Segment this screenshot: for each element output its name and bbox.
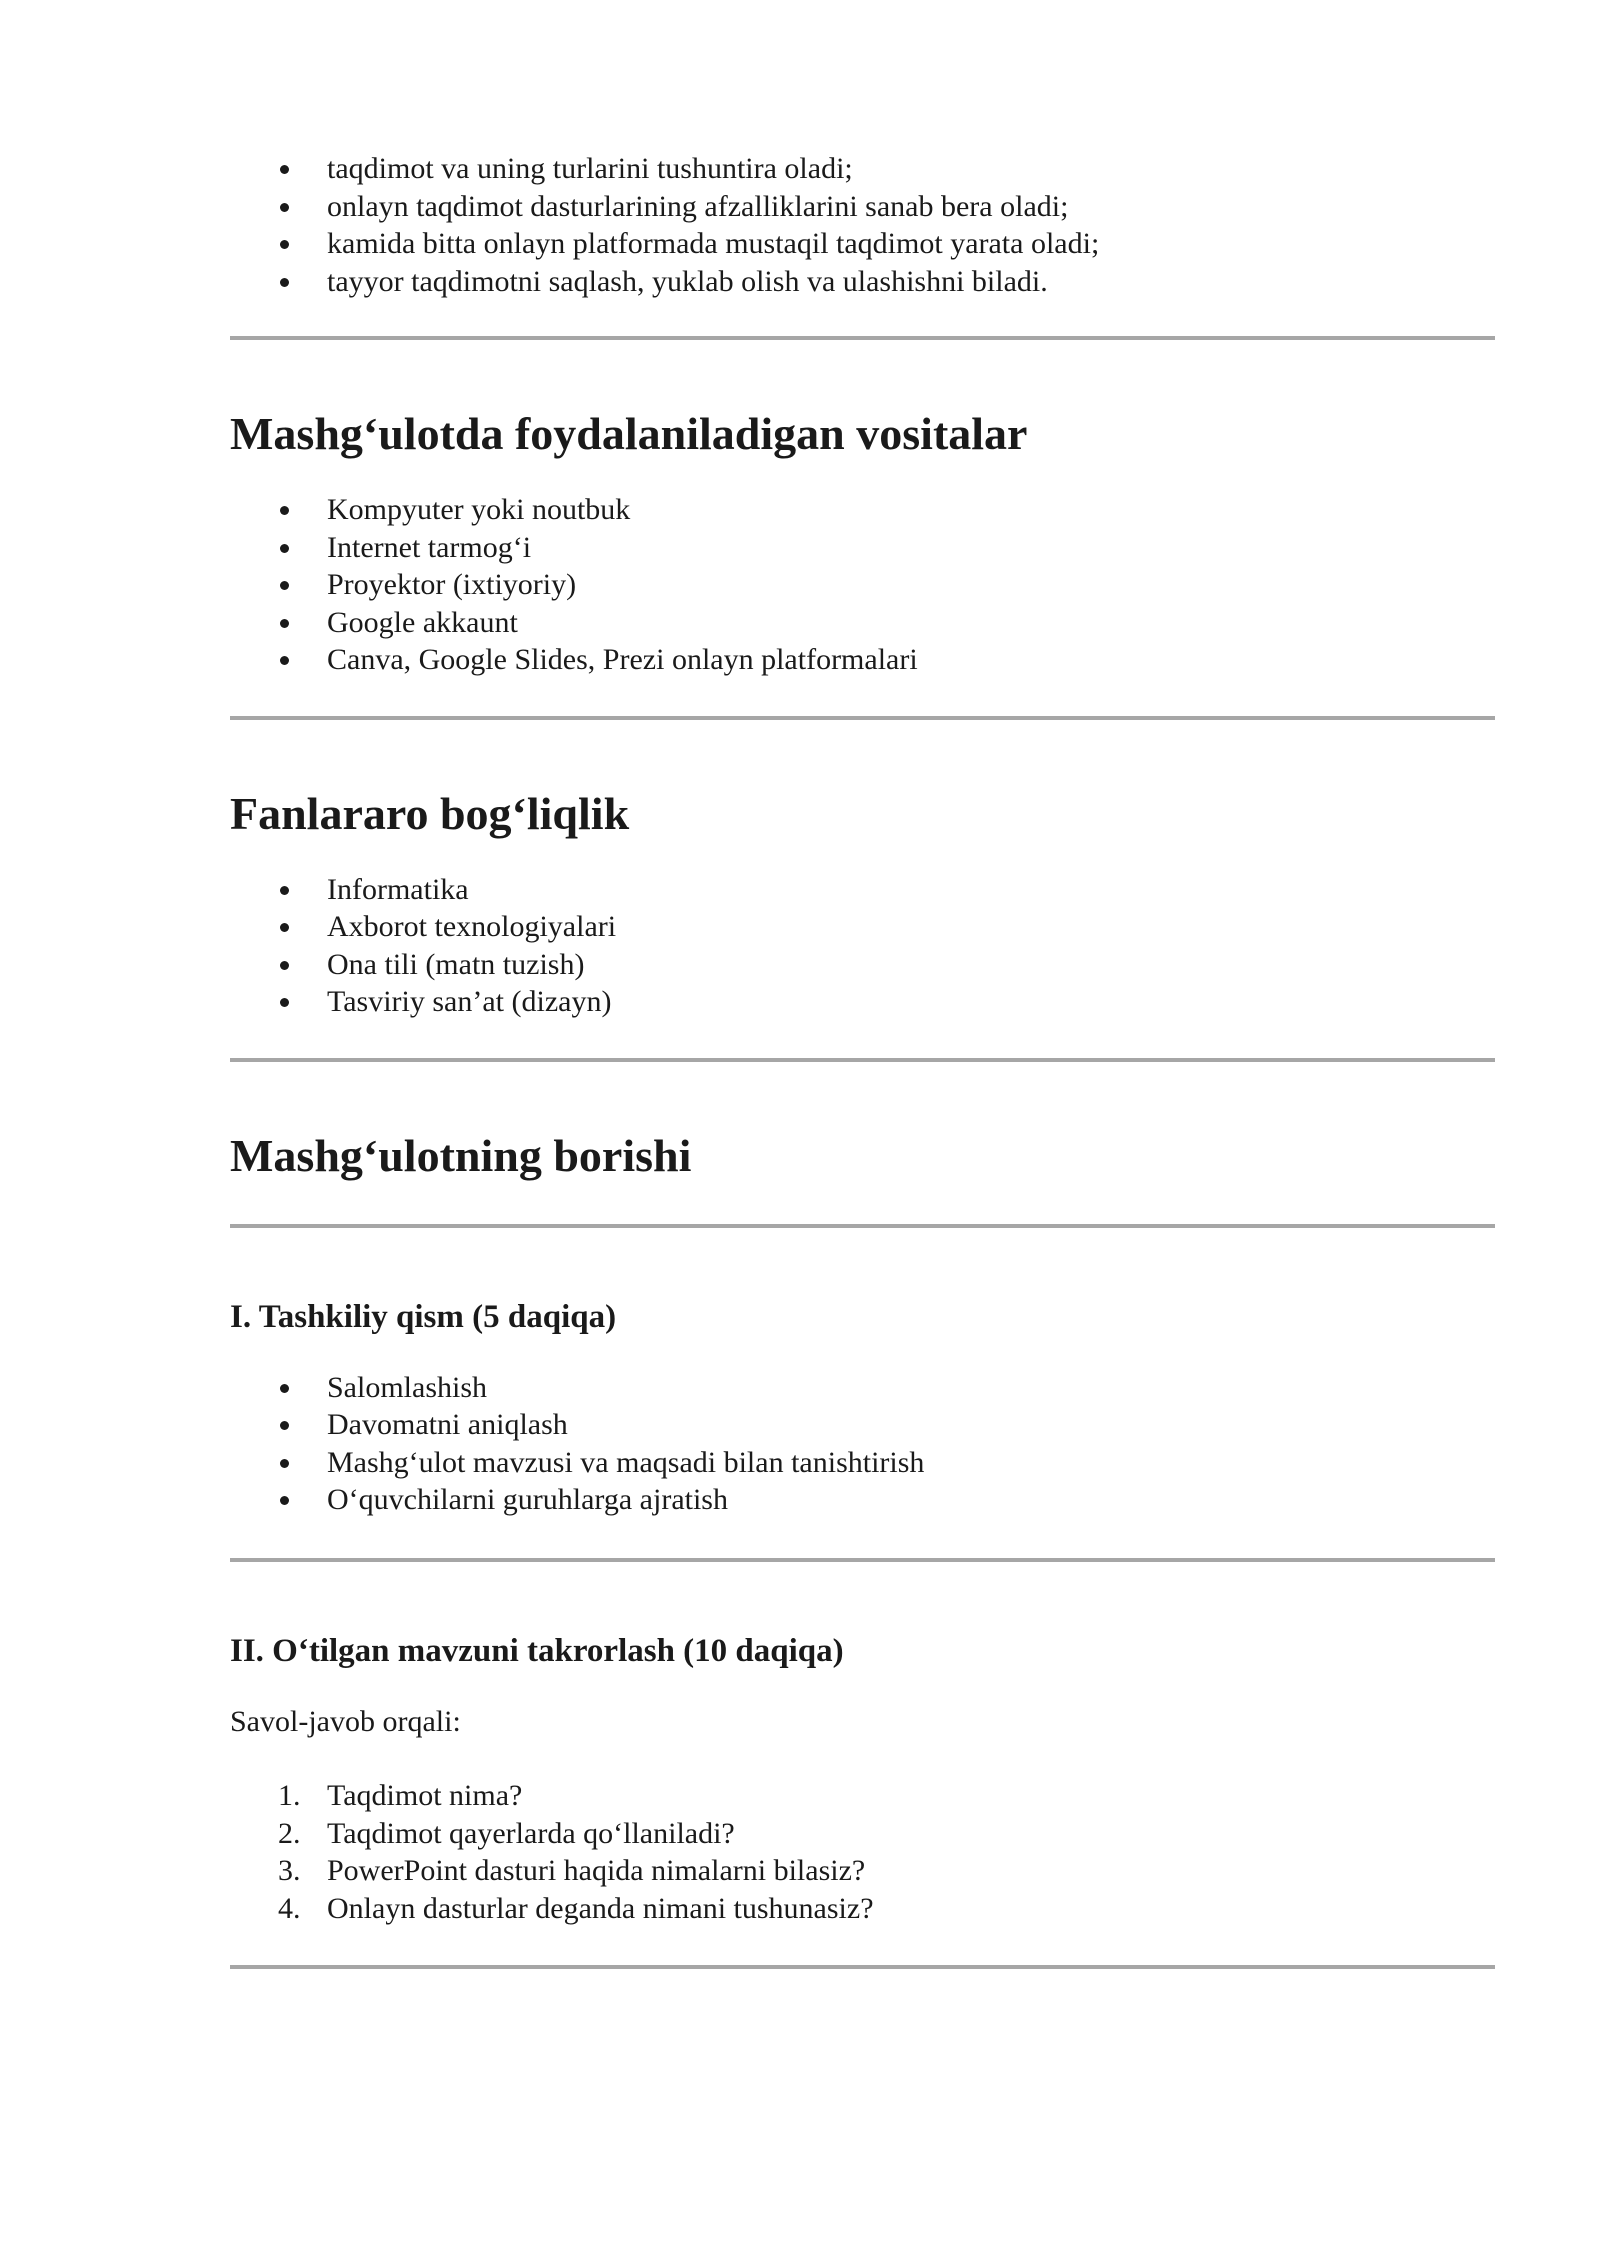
list-item-text: O‘quvchilarni guruhlarga ajratish — [327, 1483, 728, 1516]
list-item — [230, 566, 1495, 604]
list-number: 1. — [278, 1779, 301, 1812]
list-item — [230, 150, 1495, 188]
list-item-text: Mashg‘ulot mavzusi va maqsadi bilan tanishtirish — [327, 1445, 925, 1479]
bullet-icon — [280, 203, 289, 212]
list-item-text: Ona tili (matn tuzish) — [327, 947, 585, 981]
list-item-text: tayyor taqdimotni saqlash, yuklab olish va ulashishni biladi. — [327, 264, 1048, 298]
bullet-icon — [280, 961, 289, 970]
list-item-text: Axborot texnologiyalari — [327, 910, 617, 943]
list-item-text: Davomatni aniqlash — [327, 1408, 568, 1441]
list-number: 3. — [278, 1854, 301, 1887]
section-divider — [230, 1058, 1495, 1062]
list-item — [230, 604, 1495, 642]
bullet-icon — [280, 240, 289, 249]
list-item-text: kamida bitta onlayn platformada mustaqil taqdimot yarata oladi; — [327, 227, 1100, 260]
list-item-text: Taqdimot qayerlarda qo‘llaniladi? — [327, 1816, 735, 1850]
bullet-icon — [280, 1459, 289, 1468]
tools-list — [230, 491, 1495, 679]
list-item — [230, 1890, 1495, 1928]
list-item — [230, 1406, 1495, 1444]
bullet-icon — [280, 581, 289, 590]
list-item-text: Tasviriy san’at (dizayn) — [327, 985, 612, 1018]
section-divider — [230, 336, 1495, 340]
review-questions-list — [230, 1777, 1495, 1927]
list-item — [230, 641, 1495, 679]
document-page — [230, 150, 1495, 1969]
list-item-text: Canva, Google Slides, Prezi onlayn platformalari — [327, 643, 918, 676]
list-item-text: Informatika — [327, 872, 469, 906]
bullet-icon — [280, 1384, 289, 1393]
bullet-icon — [280, 165, 289, 174]
list-item — [230, 983, 1495, 1021]
bullet-icon — [280, 1421, 289, 1430]
bullet-icon — [280, 278, 289, 287]
list-item — [230, 263, 1495, 301]
bullet-icon — [280, 923, 289, 932]
list-item-text: Taqdimot nima? — [327, 1779, 523, 1812]
review-intro: Savol-javob orqali: — [230, 1704, 461, 1738]
list-item — [230, 225, 1495, 263]
interdisciplinary-list — [230, 871, 1495, 1021]
list-item — [230, 1369, 1495, 1407]
list-item — [230, 1777, 1495, 1815]
section-heading-lesson-flow: Mashg‘ulotning borishi — [230, 1129, 692, 1181]
list-item-text: Internet tarmog‘i — [327, 530, 532, 564]
bullet-icon — [280, 1496, 289, 1505]
section-divider — [230, 1224, 1495, 1228]
list-item-text: Onlayn dasturlar deganda nimani tushunasiz? — [327, 1891, 874, 1925]
list-item-text: onlayn taqdimot dasturlarining afzalliklarini sanab bera oladi; — [327, 189, 1069, 223]
section-divider — [230, 1558, 1495, 1562]
objectives-list — [230, 150, 1495, 300]
section-heading-tools: Mashg‘ulotda foydalaniladigan vositalar — [230, 408, 1028, 459]
list-item — [230, 1815, 1495, 1853]
list-item-text: taqdimot va uning turlarini tushuntira oladi; — [327, 152, 853, 185]
list-item-text: Kompyuter yoki noutbuk — [327, 493, 631, 526]
list-item-text: Google akkaunt — [327, 605, 518, 639]
list-item-text: PowerPoint dasturi haqida nimalarni bilasiz? — [327, 1854, 866, 1887]
bullet-icon — [280, 998, 289, 1007]
list-number: 2. — [278, 1816, 301, 1850]
bullet-icon — [280, 619, 289, 628]
list-item — [230, 529, 1495, 567]
subsection-heading-organizational: I. Tashkiliy qism (5 daqiqa) — [230, 1298, 617, 1335]
bullet-icon — [280, 506, 289, 515]
bullet-icon — [280, 656, 289, 665]
bullet-icon — [280, 544, 289, 553]
list-item — [230, 491, 1495, 529]
list-number: 4. — [278, 1891, 301, 1925]
list-item — [230, 188, 1495, 226]
list-item — [230, 1481, 1495, 1519]
organizational-list — [230, 1369, 1495, 1519]
list-item — [230, 946, 1495, 984]
list-item — [230, 1444, 1495, 1482]
list-item — [230, 871, 1495, 909]
list-item-text: Proyektor (ixtiyoriy) — [327, 568, 577, 601]
list-item-text: Salomlashish — [327, 1370, 488, 1404]
section-divider — [230, 716, 1495, 720]
subsection-heading-review: II. O‘tilgan mavzuni takrorlash (10 daqiqa) — [230, 1632, 844, 1669]
section-heading-interdisciplinary: Fanlararo bog‘liqlik — [230, 787, 630, 839]
section-divider — [230, 1965, 1495, 1969]
list-item — [230, 908, 1495, 946]
list-item — [230, 1852, 1495, 1890]
bullet-icon — [280, 886, 289, 895]
